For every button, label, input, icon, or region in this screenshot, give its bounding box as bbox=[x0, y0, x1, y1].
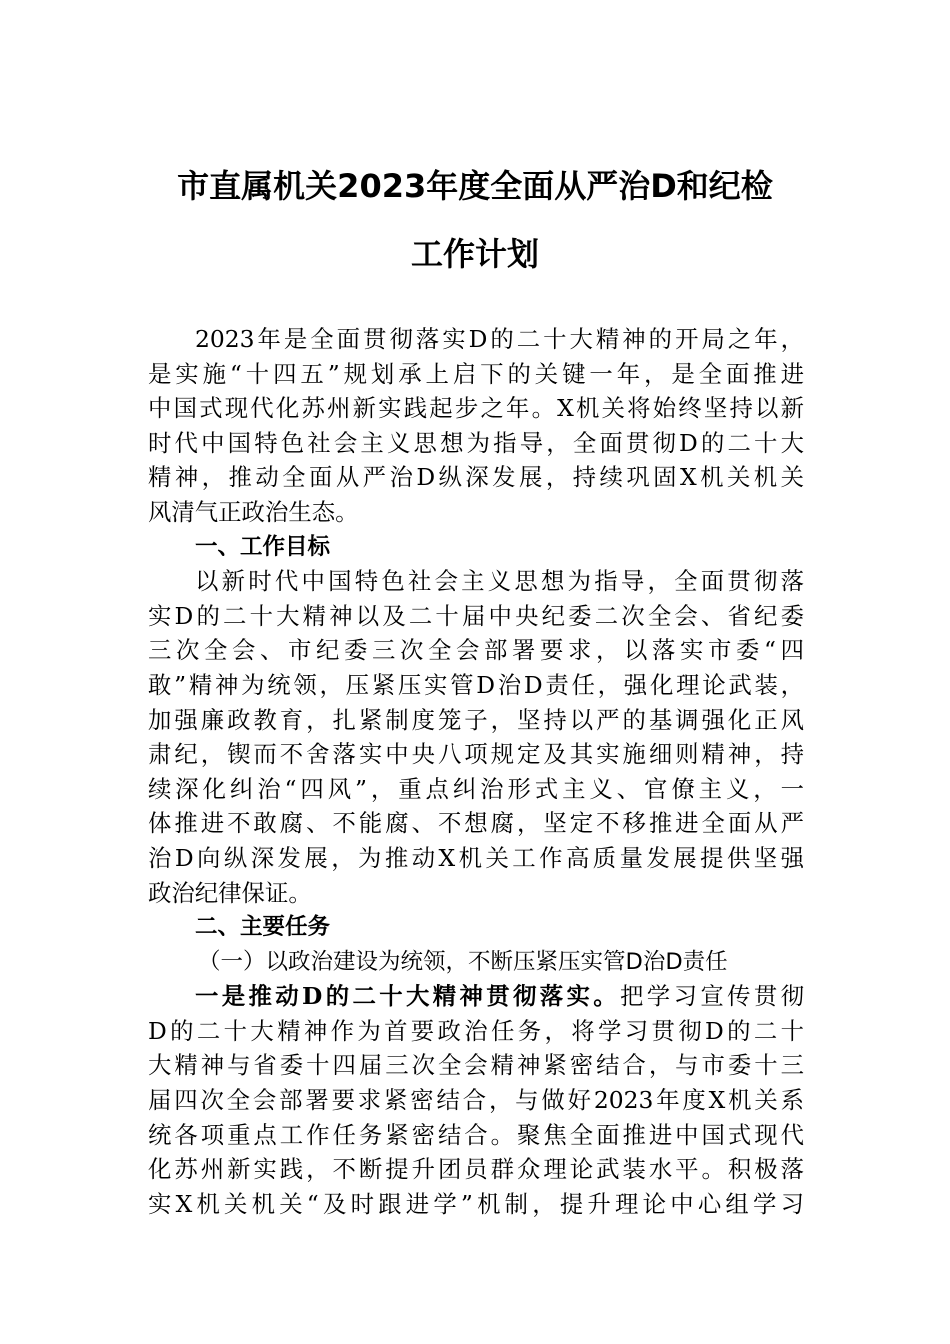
subsection-heading-1: （一）以政治建设为统领，不断压紧压实管D治D责任 bbox=[198, 948, 728, 975]
document-title-line-1: 市直属机关2023年度全面从严治D和纪检 bbox=[177, 167, 773, 205]
task-para-lead-line bbox=[148, 979, 804, 1014]
task-lead-bold: 一是推动D的二十大精神贯彻落实。 bbox=[195, 982, 621, 1011]
goals-line: 以新时代中国特色社会主义思想为指导，全面贯彻落 bbox=[195, 567, 804, 596]
task-line: 大精神与省委十四届三次全会精神紧密结合，与市委十三 bbox=[148, 1051, 804, 1080]
goals-line: 实D的二十大精神以及二十届中央纪委二次全会、省纪委 bbox=[148, 601, 804, 630]
section-heading-tasks: 二、主要任务 bbox=[195, 914, 331, 941]
goals-line: 加强廉政教育，扎紧制度笼子，坚持以严的基调强化正风 bbox=[148, 705, 804, 734]
goals-line: 续深化纠治“四风”，重点纠治形式主义、官僚主义，一 bbox=[148, 774, 804, 803]
task-lead-rest: 把学习宣传贯彻 bbox=[620, 982, 804, 1011]
goals-line: 政治纪律保证。 bbox=[148, 878, 312, 907]
task-line: 届四次全会部署要求紧密结合，与做好2023年度X机关系 bbox=[148, 1086, 804, 1115]
task-line: 实X机关机关“及时跟进学”机制，提升理论中心组学习 bbox=[148, 1189, 804, 1218]
section-heading-goals: 一、工作目标 bbox=[195, 533, 331, 560]
intro-line: 是实施“十四五”规划承上启下的关键一年，是全面推进 bbox=[148, 359, 804, 388]
document-title-line-2: 工作计划 bbox=[410, 235, 539, 273]
intro-line: 时代中国特色社会主义思想为指导，全面贯彻D的二十大 bbox=[148, 428, 804, 457]
goals-line: 治D向纵深发展，为推动X机关工作高质量发展提供坚强 bbox=[148, 843, 804, 872]
task-line: D的二十大精神作为首要政治任务，将学习贯彻D的二十 bbox=[148, 1016, 804, 1045]
intro-line: 中国式现代化苏州新实践起步之年。X机关将始终坚持以新 bbox=[148, 394, 804, 423]
goals-line: 体推进不敢腐、不能腐、不想腐，坚定不移推进全面从严 bbox=[148, 809, 804, 838]
task-line: 统各项重点工作任务紧密结合。聚焦全面推进中国式现代 bbox=[148, 1120, 804, 1149]
goals-line: 敢”精神为统领，压紧压实管D治D责任，强化理论武装， bbox=[148, 670, 804, 699]
goals-line: 肃纪，锲而不舍落实中央八项规定及其实施细则精神，持 bbox=[148, 740, 804, 769]
intro-line: 精神，推动全面从严治D纵深发展，持续巩固X机关机关 bbox=[148, 463, 804, 492]
intro-line: 2023年是全面贯彻落实D的二十大精神的开局之年， bbox=[195, 325, 804, 353]
intro-line: 风清气正政治生态。 bbox=[148, 497, 359, 526]
document-body bbox=[148, 322, 804, 1221]
task-line: 化苏州新实践，不断提升团员群众理论武装水平。积极落 bbox=[148, 1155, 804, 1184]
goals-line: 三次全会、市纪委三次全会部署要求，以落实市委“四 bbox=[148, 636, 804, 665]
